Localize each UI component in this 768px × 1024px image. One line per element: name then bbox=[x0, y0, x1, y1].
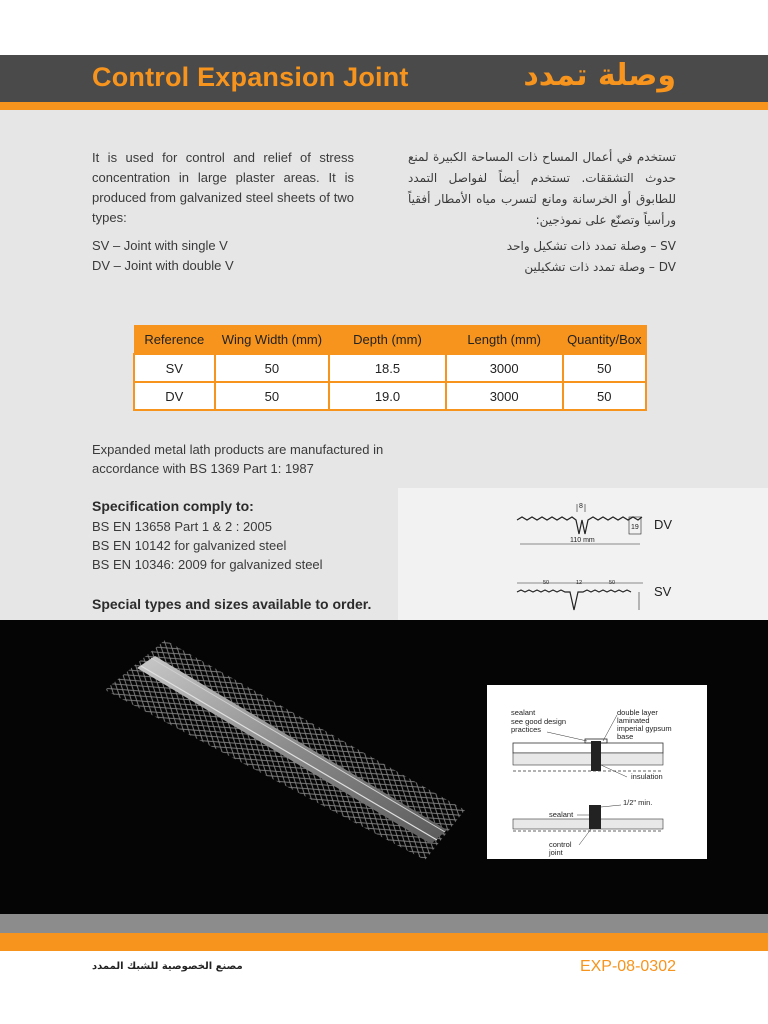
special-note: Special types and sizes available to order. bbox=[92, 596, 372, 612]
table-cell: 3000 bbox=[446, 354, 563, 382]
product-photo-image bbox=[95, 630, 475, 870]
detail-label-min: 1/2" min. bbox=[623, 798, 653, 807]
table-cell: 50 bbox=[563, 354, 646, 382]
dv-label: DV bbox=[654, 517, 673, 532]
intro-text-en: It is used for control and relief of stress concentration in large plaster areas. It is produced from galvanized steel sheets of two types: bbox=[92, 150, 354, 225]
table-row bbox=[134, 382, 646, 410]
specification-title: Specification comply to: bbox=[92, 498, 254, 514]
page-title-ar: وصلة تمدد bbox=[523, 58, 676, 93]
table-header-row bbox=[134, 326, 646, 355]
table-cell: 18.5 bbox=[329, 354, 446, 382]
dv-profile-diagram bbox=[515, 500, 650, 552]
sv-profile-diagram bbox=[515, 578, 650, 614]
table-row bbox=[134, 354, 646, 382]
dv-dim-gap: 8 bbox=[579, 503, 583, 510]
types-list-en bbox=[92, 236, 234, 276]
detail-label-insulation: insulation bbox=[631, 772, 663, 781]
table-cell: SV bbox=[134, 354, 215, 382]
detail-drawing bbox=[487, 685, 707, 859]
table-cell: 19.0 bbox=[329, 382, 446, 410]
spec-item: BS EN 13658 Part 1 & 2 : 2005 bbox=[92, 519, 272, 534]
table-cell: DV bbox=[134, 382, 215, 410]
sv-label: SV bbox=[654, 584, 672, 599]
document-code: EXP-08-0302 bbox=[579, 958, 676, 975]
lath-note: Expanded metal lath products are manufactured in accordance with BS 1369 Part 1: 1987 bbox=[92, 442, 384, 476]
col-reference: Reference bbox=[134, 326, 215, 355]
detail-label-sealant-bottom: sealant bbox=[549, 810, 574, 819]
page-title-en: Control Expansion Joint bbox=[92, 62, 409, 92]
top-margin bbox=[0, 0, 768, 55]
col-wing-width: Wing Width (mm) bbox=[215, 326, 330, 355]
dv-dim-width: 110 mm bbox=[570, 537, 595, 544]
sv-dim-mid: 12 bbox=[576, 580, 583, 586]
footer-gray-band bbox=[0, 914, 768, 933]
detail-label-sealant-top: sealant bbox=[511, 708, 536, 717]
types-list-ar bbox=[408, 236, 676, 278]
spec-item: BS EN 10346: 2009 for galvanized steel bbox=[92, 557, 323, 572]
col-depth: Depth (mm) bbox=[329, 326, 446, 355]
header-accent-stripe bbox=[0, 102, 768, 110]
col-length: Length (mm) bbox=[446, 326, 563, 355]
type-item-dv-en: DV – Joint with double V bbox=[92, 258, 234, 273]
specification-list bbox=[92, 517, 323, 574]
detail-label-good-design: see good design practices bbox=[511, 717, 567, 734]
footer-company-ar: مصنع الخصوصية للشبك الممدد bbox=[92, 961, 243, 972]
type-item-sv-en: SV – Joint with single V bbox=[92, 238, 228, 253]
intro-text-ar: تستخدم في أعمال المساح ذات المساحة الكبيرة لمنع حدوث التشققات. تستخدم أيضاً لفواصل التمدد للطابوق أو الخرسانة ومانع لتسرب مياه الأمطار أفقياً ورأسياً وتصنّع على نموذجين: bbox=[408, 150, 676, 227]
dv-dim-depth: 19 bbox=[631, 524, 639, 531]
type-item-dv-ar: DV – وصلة تمدد ذات تشكيلين bbox=[524, 260, 676, 274]
detail-label-double-layer: double layer laminated imperial gypsum base bbox=[617, 708, 672, 741]
type-item-sv-ar: SV – وصلة تمدد ذات تشكيل واحد bbox=[506, 239, 676, 253]
table-cell: 50 bbox=[215, 354, 330, 382]
table-cell: 50 bbox=[215, 382, 330, 410]
detail-label-control-joint: control joint bbox=[549, 840, 572, 857]
table-cell: 3000 bbox=[446, 382, 563, 410]
specification-table bbox=[133, 325, 647, 411]
col-quantity: Quantity/Box bbox=[563, 326, 646, 355]
spec-item: BS EN 10142 for galvanized steel bbox=[92, 538, 287, 553]
footer-orange-band bbox=[0, 933, 768, 951]
sv-dim-right: 50 bbox=[609, 580, 616, 586]
sv-dim-left: 50 bbox=[543, 580, 550, 586]
table-cell: 50 bbox=[563, 382, 646, 410]
